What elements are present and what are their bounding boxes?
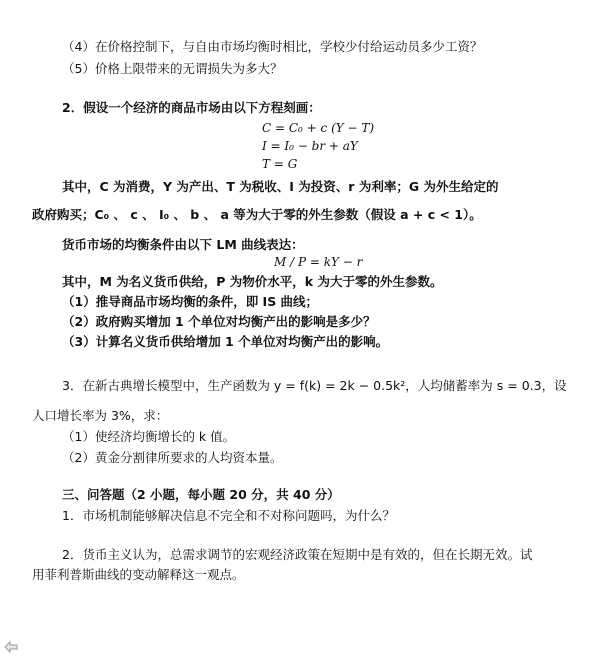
equation-tax: T = G	[262, 157, 298, 171]
lm-definitions: 其中，M 为名义货币供给，P 为物价水平，k 为大于零的外生参数。	[62, 274, 443, 289]
section-3-title: 三、问答题（2 小题，每小题 20 分，共 40 分）	[62, 487, 340, 502]
problem-2-sub-1: （1）推导商品市场均衡的条件，即 IS 曲线；	[62, 294, 319, 309]
problem-2-definitions-line2: 政府购买；C₀ 、 c 、 I₀ 、 b 、 a 等为大于零的外生参数（假设 a + c < 1）。	[32, 207, 482, 222]
essay-question-1: 1．市场机制能够解决信息不完全和不对称问题吗，为什么？	[62, 508, 395, 523]
equation-investment: I = I₀ − br + aY	[262, 139, 358, 153]
essay-question-2-line1: 2．货币主义认为，总需求调节的宏观经济政策在短期中是有效的，但在长期无效。试	[62, 547, 533, 562]
equation-consumption: C = C₀ + c (Y − T)	[262, 121, 375, 135]
problem-3-sub-1: （1）使经济均衡增长的 k 值。	[62, 429, 236, 444]
lm-curve-intro: 货币市场的均衡条件由以下 LM 曲线表达：	[62, 237, 304, 252]
problem-2-sub-2: （2）政府购买增加 1 个单位对均衡产出的影响是多少？	[62, 314, 376, 329]
problem-3-sub-2: （2）黄金分割律所要求的人均资本量。	[62, 450, 283, 465]
back-arrow-icon[interactable]	[4, 640, 18, 654]
problem-2-sub-3: （3）计算名义货币供给增加 1 个单位对均衡产出的影响。	[62, 334, 389, 349]
question-5: （5）价格上限带来的无谓损失为多大？	[62, 61, 283, 76]
equation-lm: M / P = kY − r	[274, 255, 363, 269]
problem-3-line1: 3．在新古典增长模型中，生产函数为 y = f(k) = 2k − 0.5k²，人均储蓄率为 s = 0.3，设	[62, 378, 567, 393]
essay-question-2-line2: 用菲利普斯曲线的变动解释这一观点。	[32, 567, 245, 582]
problem-2-title: 2．假设一个经济的商品市场由以下方程刻画：	[62, 100, 321, 115]
question-4: （4）在价格控制下，与自由市场均衡时相比，学校少付给运动员多少工资？	[62, 39, 483, 54]
problem-2-definitions-line1: 其中，C 为消费，Y 为产出、T 为税收、I 为投资、r 为利率；G 为外生给定的	[62, 179, 499, 194]
problem-3-line2: 人口增长率为 3%，求：	[32, 408, 169, 423]
